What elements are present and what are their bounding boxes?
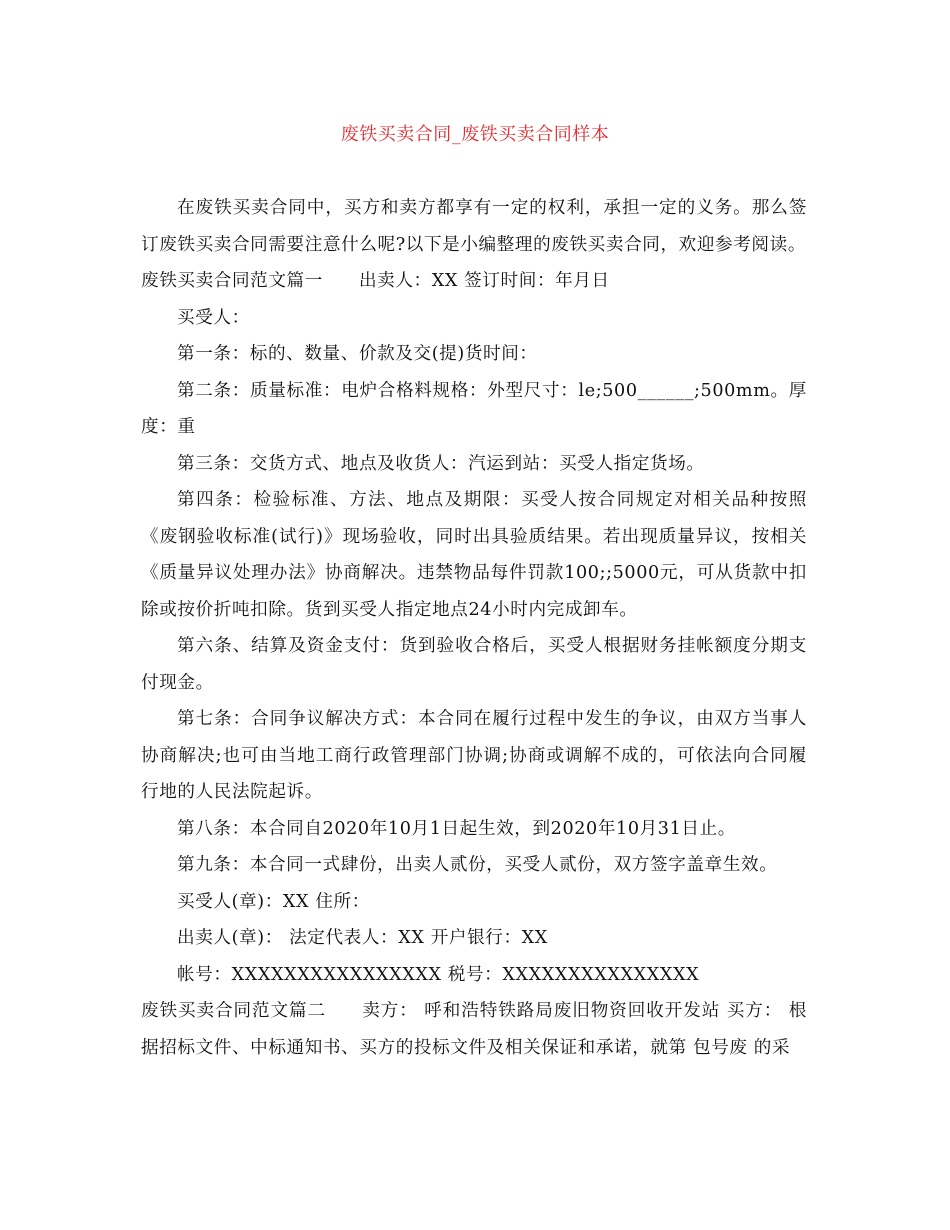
article-7: 第七条：合同争议解决方式：本合同在履行过程中发生的争议，由双方当事人协商解决;也可由当地工商行政管理部门协调;协商或调解不成的，可依法向合同履行地的人民法院起诉。: [141, 709, 807, 802]
sample2-paragraph: [141, 993, 807, 1066]
seller-seal-line: 出卖人(章)： 法定代表人：XX 开户银行：XX: [177, 928, 548, 948]
sample2-text: 卖方： 呼和浩特铁路局废旧物资回收开发站 买方： 根据招标文件、中标通知书、买方的投标文件及相关保证和承诺，就第 包号废 的采: [141, 1001, 807, 1058]
buyer-line: 买受人：: [177, 307, 250, 328]
article-1: 第一条：标的、数量、价款及交(提)货时间：: [177, 344, 538, 364]
document-title: 废铁买卖合同_废铁买卖合同样本: [340, 124, 610, 145]
account-line: 帐号：XXXXXXXXXXXXXXXX 税号：XXXXXXXXXXXXXXX: [177, 964, 700, 985]
article-9: 第九条：本合同一式肆份，出卖人贰份，买受人贰份，双方签字盖章生效。: [177, 855, 778, 875]
article-8: 第八条：本合同自2020年10月1日起生效，到2020年10月31日止。: [177, 818, 736, 839]
article-6: 第六条、结算及资金支付：货到验收合格后，买受人根据财务挂帐额度分期支付现金。: [141, 636, 807, 693]
article-2: 第二条：质量标准：电炉合格料规格：外型尺寸：le;500______;500mm。厚度：重: [141, 380, 807, 437]
sample2-heading: 废铁买卖合同范文篇二: [141, 1001, 326, 1021]
sample1-heading: 废铁买卖合同范文篇一: [141, 271, 323, 291]
document-body: [141, 190, 807, 1066]
sample1-seller: 出卖人：XX 签订时间：年月日: [358, 271, 610, 291]
sample1-heading-line: [141, 263, 807, 300]
article-4: 第四条：检验标准、方法、地点及期限：买受人按合同规定对相关品种按照《废钢验收标准(试行)》现场验收，同时出具验质结果。若出现质量异议，按相关《质量异议处理办法》协商解决。违禁物品每件罚款100;;5000元，可从货款中扣除或按价折吨扣除。货到买受人指定地点24小时内完成卸车。: [141, 490, 807, 620]
buyer-seal-line: 买受人(章)：XX 住所：: [177, 891, 370, 912]
article-3: 第三条：交货方式、地点及收货人：汽运到站：买受人指定货场。: [177, 453, 705, 474]
intro-paragraph: 在废铁买卖合同中，买方和卖方都享有一定的权利，承担一定的义务。那么签订废铁买卖合同需要注意什么呢?以下是小编整理的废铁买卖合同，欢迎参考阅读。: [141, 198, 807, 255]
